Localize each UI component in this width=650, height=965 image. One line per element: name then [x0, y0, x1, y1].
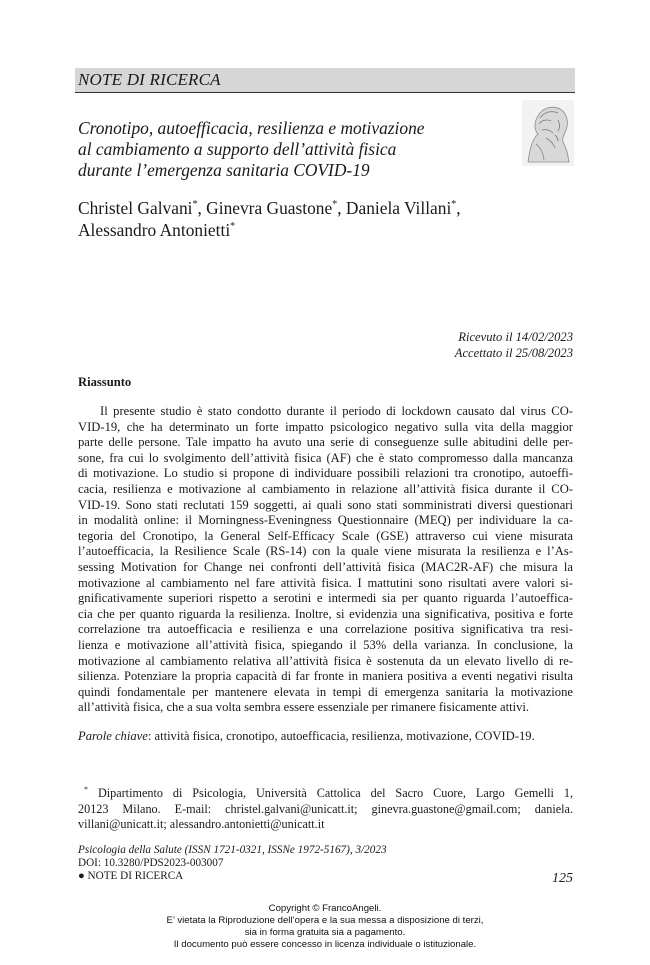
abstract-heading: Riassunto — [78, 375, 132, 389]
abstract-line: lienza e motivazione all’attività fisica, spiegando il 53% della varianza. In conclusione, la — [78, 637, 573, 652]
abstract-line: silienza. Potenziare la propria capacità di far fronte in maniera positiva a eventi negativi risulta — [78, 669, 573, 684]
section-header-band — [75, 68, 575, 92]
accepted-date: Accettato il 25/08/2023 — [454, 345, 573, 360]
abstract-line: VID-19. Sono stati reclutati 159 soggetti, ai quali sono stati somministrati diversi questionari — [78, 497, 573, 512]
footnote-line: Dipartimento di Psicologia, Università Cattolica del Sacro Cuore, Largo Gemelli 1, — [97, 786, 573, 800]
received-date: Ricevuto il 14/02/2023 — [458, 330, 573, 344]
page-number: 125 — [552, 871, 573, 886]
journal-section: ● NOTE DI RICERCA — [78, 870, 184, 883]
author-marker: * — [332, 199, 338, 211]
abstract-line: l’autoefficacia, la Resilience Scale (RS-14) con la quale viene misurata la resilienza e l’As- — [78, 544, 573, 559]
title-line: Cronotipo, autoefficacia, resilienza e motivazione — [78, 118, 425, 138]
abstract-line: correlazione tra autoefficacia e resilienza e una correlazione positiva significativa tra resi- — [78, 622, 573, 637]
author-marker: * — [451, 199, 457, 211]
abstract-body — [78, 404, 573, 716]
author-marker: * — [192, 199, 198, 211]
abstract-line: in modalità online: il Morningness-Eveningness Questionnaire (MEQ) per individuare la ca- — [78, 513, 573, 528]
journal-info — [78, 844, 387, 884]
keywords-label: Parole chiave — [78, 729, 148, 743]
copyright-line: Copyright © FrancoAngeli. — [268, 903, 382, 914]
title-line: al cambiamento a supporto dell’attività fisica — [78, 139, 397, 159]
journal-doi: DOI: 10.3280/PDS2023-003007 — [78, 857, 224, 870]
copyright-notice — [0, 903, 650, 951]
submission-dates — [455, 330, 573, 361]
footnote-line: 20123 Milano. E-mail: christel.galvani@unicatt.it; ginevra.guastone@gmail.com; daniela. — [78, 801, 573, 816]
abstract-line: sone, fra cui lo svolgimento dell’attività fisica (AF) che è stato compromesso dalla mancanza — [78, 450, 573, 465]
author-list: Christel Galvani*, Ginevra Guastone*, Daniela Villani*, Alessandro Antonietti* — [78, 198, 461, 240]
author-name: Ginevra Guastone — [206, 198, 333, 218]
affiliation-footnote — [78, 786, 573, 833]
keywords — [78, 729, 535, 744]
abstract-line: gnificativamente superiori rispetto a serotini e intermedi sia per quanto riguarda l’autoeffica- — [78, 591, 573, 606]
abstract-line: parte delle persone. Tale impatto ha avuto una serie di conseguenze sulle abitudini delle per- — [78, 435, 573, 450]
abstract-line: motivazione al cambiamento nel fare attività fisica. I mattutini sono risultati avere valori si- — [78, 575, 573, 590]
title-line: durante l’emergenza sanitaria COVID-19 — [78, 160, 370, 180]
copyright-line: Il documento può essere concesso in licenza individuale o istituzionale. — [173, 939, 477, 951]
abstract-line: cacia, resilienza e motivazione al cambiamento in relazione all’attività fisica durante il CO- — [78, 481, 573, 496]
abstract-line: di motivazione. Lo studio si propone di individuare possibili relazioni tra cronotipo, autoeffi- — [78, 466, 573, 481]
article-title — [78, 118, 498, 181]
author-name: Alessandro Antonietti — [78, 220, 231, 240]
abstract-line: Il presente studio è stato condotto durante il periodo di lockdown causato dal virus CO- — [100, 404, 573, 418]
section-label: NOTE DI RICERCA — [78, 70, 221, 89]
abstract-line: tegoria del Cronotipo, la General Self-Efficacy Scale (GSE) attraverso cui viene misurata — [78, 528, 573, 543]
copyright-line: E’ vietata la Riproduzione dell’opera e la sua messa a disposizione di terzi, — [166, 915, 484, 927]
abstract-line: sessing Motivation for Change nei confronti dell’attività fisica (MAC2R-AF) che misura la — [78, 559, 573, 574]
keywords-text: : attività fisica, cronotipo, autoefficacia, resilienza, motivazione, COVID-19. — [147, 729, 535, 743]
abstract-line: VID-19, che ha determinato un forte impatto psicologico negativo sulla vita della maggior — [78, 419, 573, 434]
abstract-line: all’attività fisica, che a sua volta sembra essere essenziale per rimanere fisicamente attivi. — [78, 700, 530, 715]
copyright-line: sia in forma gratuita sia a pagamento. — [244, 927, 406, 939]
author-name: Daniela Villani — [345, 198, 452, 218]
footnote-marker: * — [84, 784, 88, 794]
author-marker: * — [230, 221, 236, 233]
abstract-line: motivazione al cambiamento relativa all’attività fisica è sostenuta da un elevato livello di re- — [78, 653, 573, 668]
portrait-logo-icon — [522, 100, 574, 166]
section-divider — [75, 92, 575, 93]
abstract-line: quindi fondamentale per mantenere elevata in tempi di emergenza sanitaria la motivazione — [78, 684, 573, 699]
footnote-line: villani@unicatt.it; alessandro.antonietti@unicatt.it — [78, 817, 325, 832]
abstract-line: cia che per quanto riguarda la resilienza. Inoltre, si evidenzia una significativa, positiva e forte — [78, 606, 573, 621]
author-name: Christel Galvani — [78, 198, 193, 218]
journal-title: Psicologia della Salute (ISSN 1721-0321, ISSNe 1972-5167), 3/2023 — [78, 844, 387, 856]
